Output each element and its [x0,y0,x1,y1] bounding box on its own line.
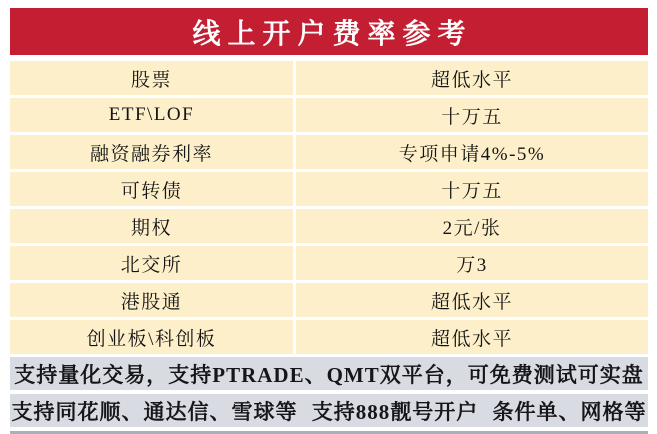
row-value: 2元/张 [296,209,648,243]
row-value: 十万五 [296,172,648,206]
row-label: 股票 [10,61,293,95]
row-label: 创业板\科创板 [10,320,293,354]
row-value: 十万五 [296,98,648,132]
row-value: 超低水平 [296,320,648,354]
row-value: 超低水平 [296,283,648,317]
footer-banner-row: 支持同花顺、通达信、雪球等 支持888靓号开户 条件单、网格等 [10,394,648,427]
row-value: 万3 [296,246,648,280]
page-title-text: 线上开户费率参考 [192,18,473,50]
rate-table [10,61,648,354]
row-label: 融资融券利率 [10,135,293,169]
row-label: 北交所 [10,246,293,280]
page-title [10,8,648,55]
table-row [10,246,648,280]
row-value: 超低水平 [296,61,648,95]
row-label: 可转债 [10,172,293,206]
table-row [10,320,648,354]
footer-banners [10,357,648,434]
table-row [10,98,648,132]
table-row [10,61,648,95]
footer-rows-host [10,357,648,427]
table-row [10,172,648,206]
row-label: 港股通 [10,283,293,317]
table-row [10,283,648,317]
row-value: 专项申请4%-5% [296,135,648,169]
footer-banner-row: 支持量化交易，支持PTRADE、QMT双平台，可免费测试可实盘 [10,357,648,390]
rate-table-body [10,61,648,354]
row-label: 期权 [10,209,293,243]
table-row [10,209,648,243]
row-label: ETF\LOF [10,98,293,132]
table-row [10,135,648,169]
